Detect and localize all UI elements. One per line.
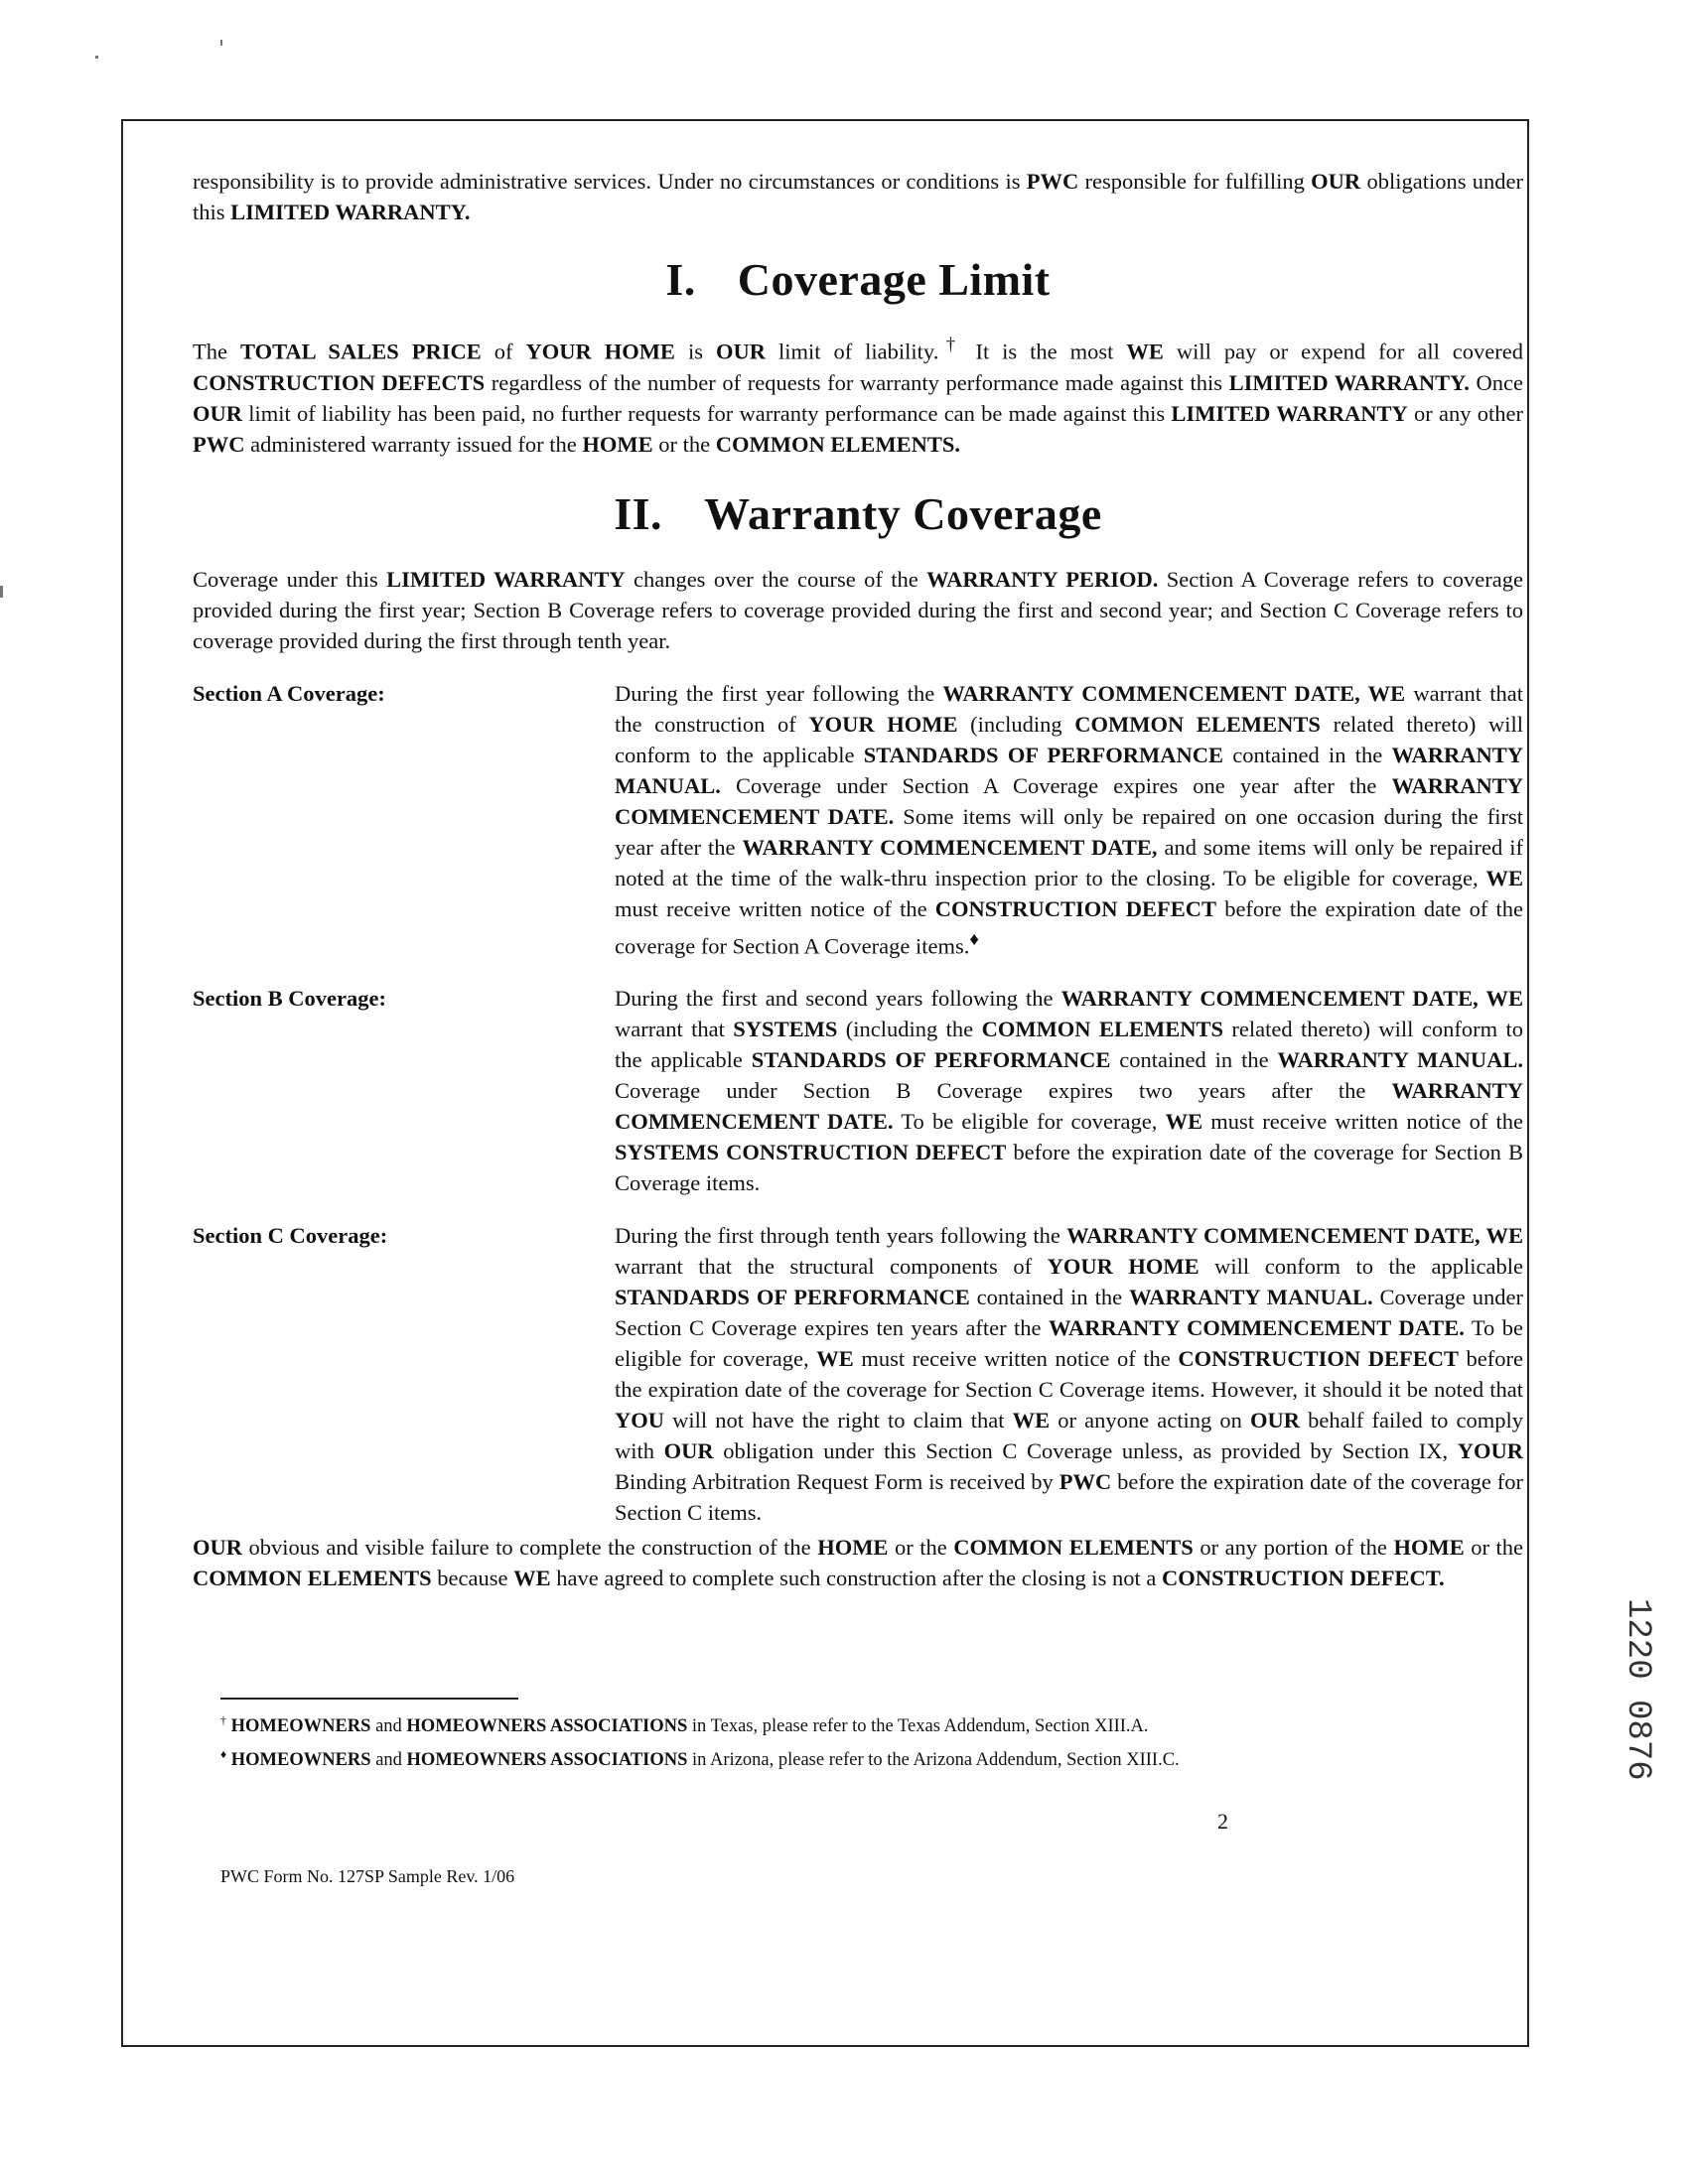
text-run: changes over the course of the — [625, 566, 927, 592]
text-run: because — [431, 1566, 514, 1590]
text-run: Once — [1469, 369, 1523, 395]
defined-term: HOMEOWNERS — [226, 1750, 371, 1771]
footnote-rule — [220, 1698, 518, 1700]
footnotes — [220, 1707, 1213, 1775]
text-run: contained in the — [1222, 742, 1392, 767]
defined-term: WARRANTY COMMENCEMENT DATE, WE — [1060, 986, 1523, 1011]
text-run: obligation under this Section C Coverage unless, as provided by Section IX, — [713, 1438, 1458, 1463]
defined-term: COMMON ELEMENTS — [981, 1017, 1224, 1041]
text-run: behalf failed to comply with — [615, 1408, 1523, 1463]
text-run: and some items will only be repaired if noted at the time of the walk-thru inspection prior to the closing. To be eligible for coverage, — [615, 834, 1523, 890]
defined-term: STANDARDS OF PERFORMANCE — [751, 1047, 1111, 1072]
text-run: (including — [957, 711, 1075, 737]
text-run: or the — [652, 431, 716, 457]
text-run: contained in the — [969, 1285, 1130, 1309]
defined-term: HOMEOWNERS ASSOCIATIONS — [406, 1716, 688, 1737]
defined-term: CONSTRUCTION DEFECT. — [1162, 1566, 1445, 1590]
text-run: or the — [1464, 1535, 1523, 1560]
defined-term: CONSTRUCTION DEFECT — [1178, 1346, 1459, 1371]
warranty-coverage-paragraph — [193, 564, 1523, 656]
section-b-text — [615, 983, 1523, 1198]
footnote-marker: † — [220, 1713, 226, 1727]
defined-term: LIMITED WARRANTY. — [230, 200, 471, 224]
defined-term: YOUR HOME — [525, 339, 675, 364]
text-run: limit of liability. — [765, 339, 939, 364]
text-run: responsible for fulfilling — [1078, 169, 1312, 194]
defined-term: LIMITED WARRANTY — [1171, 400, 1408, 426]
text-run: must receive written notice of the — [615, 895, 935, 921]
scan-speck — [0, 586, 3, 598]
bates-stamp-text: 1220 0876 — [1619, 1598, 1656, 1781]
text-run: and — [370, 1750, 407, 1771]
text-run: in Texas, please refer to the Texas Addendum, Section XIII.A. — [687, 1716, 1149, 1737]
text-run: will not have the right to claim that — [664, 1408, 1013, 1433]
defined-term: WE — [1126, 339, 1164, 364]
text-run: must receive written notice of the — [1202, 1109, 1524, 1134]
text-run: before the expiration date of the coverage for Section A Coverage items. — [615, 895, 1523, 958]
text-run: The — [193, 339, 240, 364]
defined-term: WARRANTY COMMENCEMENT DATE, WE — [942, 680, 1406, 706]
section-a-label: Section A Coverage: — [193, 680, 385, 706]
defined-term: TOTAL SALES PRICE — [239, 339, 482, 364]
defined-term: PWC — [1026, 169, 1079, 194]
defined-term: WARRANTY COMMENCEMENT DATE. — [1048, 1315, 1465, 1340]
defined-term: YOUR HOME — [808, 711, 958, 737]
defined-term: OUR — [193, 400, 242, 426]
text-run: Coverage under Section B Coverage expires two years after the — [615, 1078, 1392, 1103]
text-run: During the first year following the — [615, 680, 943, 706]
text-run: Some items will only be repaired on one occasion during the first year after the — [615, 803, 1523, 860]
text-run: To be eligible for coverage, — [615, 1315, 1523, 1371]
defined-term: WARRANTY COMMENCEMENT DATE, — [742, 834, 1158, 860]
defined-term: HOME — [817, 1535, 889, 1560]
footnote-marker: † — [938, 335, 963, 355]
text-run: or any portion of the — [1193, 1535, 1394, 1560]
text-run: regardless of the number of requests for warranty performance made against this — [485, 369, 1229, 395]
section-number: II. — [614, 487, 663, 539]
text-run: or any other — [1407, 400, 1523, 426]
section-heading-warranty-coverage — [193, 487, 1523, 540]
text-run: before the expiration date of the coverage for Section C items. — [615, 1469, 1524, 1525]
defined-term: OUR — [1250, 1408, 1301, 1433]
text-run: Binding Arbitration Request Form is received by — [615, 1469, 1059, 1494]
defined-term: OUR — [663, 1438, 714, 1463]
defined-term: SYSTEMS CONSTRUCTION DEFECT — [615, 1140, 1007, 1164]
text-run: and — [370, 1716, 407, 1737]
text-run: or the — [888, 1535, 954, 1560]
defined-term: WE — [1165, 1109, 1203, 1134]
defined-term: COMMON ELEMENTS. — [715, 431, 961, 457]
text-run: Section A Coverage refers to coverage provided during the first year; Section B Coverage refers to coverage provided during the first and second year; and Section C Coverage refers to coverage provided during the first through tenth year. — [193, 566, 1523, 653]
defined-term: LIMITED WARRANTY. — [1228, 369, 1470, 395]
text-run: Coverage under Section C Coverage expires ten years after the — [615, 1285, 1523, 1340]
text-run: in Arizona, please refer to the Arizona Addendum, Section XIII.C. — [687, 1750, 1180, 1771]
defined-term: WE — [513, 1566, 551, 1590]
defined-term: STANDARDS OF PERFORMANCE — [615, 1285, 970, 1309]
section-heading-coverage-limit — [193, 253, 1523, 306]
section-a-coverage — [193, 678, 1523, 962]
text-run: have agreed to complete such construction after the closing is not a — [550, 1566, 1163, 1590]
section-c-label: Section C Coverage: — [193, 1223, 388, 1248]
defined-term: STANDARDS OF PERFORMANCE — [863, 742, 1223, 767]
closing-paragraph — [193, 1532, 1523, 1593]
text-run: or anyone acting on — [1050, 1408, 1251, 1433]
defined-term: PWC — [1059, 1469, 1112, 1494]
text-run: To be eligible for coverage, — [893, 1109, 1166, 1134]
defined-term: COMMON ELEMENTS — [953, 1535, 1194, 1560]
text-run: During the first and second years following the — [615, 986, 1061, 1011]
defined-term: HOME — [1393, 1535, 1465, 1560]
section-b-label: Section B Coverage: — [193, 986, 386, 1011]
defined-term: SYSTEMS — [733, 1017, 838, 1041]
defined-term: WE — [1012, 1408, 1051, 1433]
text-run: Coverage under this — [193, 566, 387, 592]
text-run: related thereto) will conform to the applicable — [615, 711, 1524, 767]
coverage-limit-paragraph — [193, 330, 1523, 460]
text-run: limit of liability has been paid, no further requests for warranty performance can be made against this — [242, 400, 1172, 426]
defined-term: OUR — [1311, 169, 1361, 194]
footnote-marker: ♦ — [220, 1747, 227, 1762]
section-b-coverage — [193, 983, 1523, 1198]
defined-term: HOMEOWNERS — [226, 1716, 371, 1737]
section-a-text — [615, 678, 1523, 962]
text-run: warrant that the construction of — [615, 680, 1523, 737]
defined-term: CONSTRUCTION DEFECT — [934, 895, 1216, 921]
text-run: will pay or expend for all covered — [1163, 339, 1524, 364]
defined-term: PWC — [193, 431, 245, 457]
defined-term: WARRANTY COMMENCEMENT DATE. — [615, 1078, 1523, 1134]
defined-term: CONSTRUCTION DEFECTS — [193, 369, 486, 395]
text-run: (including the — [837, 1017, 982, 1041]
section-c-text — [615, 1220, 1523, 1528]
text-run: before the expiration date of the coverage for Section B Coverage items. — [615, 1140, 1523, 1195]
text-run: must receive written notice of the — [853, 1346, 1179, 1371]
form-number: PWC Form No. 127SP Sample Rev. 1/06 — [220, 1866, 515, 1886]
page-number: 2 — [1217, 1809, 1228, 1834]
defined-term: COMMON ELEMENTS — [193, 1566, 432, 1590]
text-run: of — [481, 339, 526, 364]
defined-term: OUR — [715, 339, 766, 364]
text-run: warrant that — [615, 1017, 734, 1041]
scan-speck — [95, 56, 98, 59]
defined-term: YOUR HOME — [1047, 1254, 1200, 1279]
section-title: Warranty Coverage — [704, 487, 1102, 539]
defined-term: WARRANTY COMMENCEMENT DATE. — [615, 772, 1523, 829]
footnote-texas — [220, 1707, 1213, 1739]
footnote-arizona — [220, 1741, 1213, 1773]
bates-stamp — [1619, 1598, 1656, 1781]
defined-term: YOUR — [1457, 1438, 1523, 1463]
text-run: before the expiration date of the coverage for Section C Coverage items. However, it should it be noted that — [615, 1346, 1523, 1402]
defined-term: WARRANTY MANUAL. — [1277, 1047, 1523, 1072]
text-run: It is the most — [962, 339, 1127, 364]
text-run: responsibility is to provide administrative services. Under no circumstances or conditions is — [193, 169, 1027, 194]
defined-term: WE — [1485, 865, 1523, 890]
intro-paragraph — [193, 166, 1523, 227]
text-run: During the first through tenth years following the — [615, 1223, 1067, 1248]
defined-term: WARRANTY MANUAL. — [1129, 1285, 1373, 1309]
defined-term: YOU — [615, 1408, 664, 1433]
defined-term: LIMITED WARRANTY — [386, 566, 626, 592]
text-run: is — [674, 339, 716, 364]
defined-term: COMMON ELEMENTS — [1074, 711, 1321, 737]
text-run: administered warranty issued for the — [244, 431, 583, 457]
scan-speck — [220, 40, 222, 46]
section-title: Coverage Limit — [737, 254, 1051, 305]
text-run: related thereto) will conform to the applicable — [615, 1017, 1523, 1072]
text-run: Coverage under Section A Coverage expires one year after the — [720, 772, 1392, 798]
defined-term: WARRANTY MANUAL. — [615, 742, 1523, 798]
section-number: I. — [665, 254, 696, 305]
defined-term: HOMEOWNERS ASSOCIATIONS — [406, 1750, 688, 1771]
defined-term: HOME — [582, 431, 653, 457]
section-c-coverage — [193, 1220, 1523, 1528]
text-run: will conform to the applicable — [1199, 1254, 1523, 1279]
defined-term: OUR — [193, 1535, 242, 1560]
text-run: warrant that the structural components of — [615, 1254, 1048, 1279]
text-run: contained in the — [1110, 1047, 1278, 1072]
defined-term: WARRANTY PERIOD. — [926, 566, 1159, 592]
text-run: obvious and visible failure to complete the construction of the — [242, 1535, 818, 1560]
defined-term: WARRANTY COMMENCEMENT DATE, WE — [1066, 1223, 1523, 1248]
text-run: obligations under this — [193, 169, 1523, 224]
page-content — [193, 166, 1523, 1593]
defined-term: WE — [816, 1346, 854, 1371]
footnote-marker: ♦ — [969, 928, 979, 950]
